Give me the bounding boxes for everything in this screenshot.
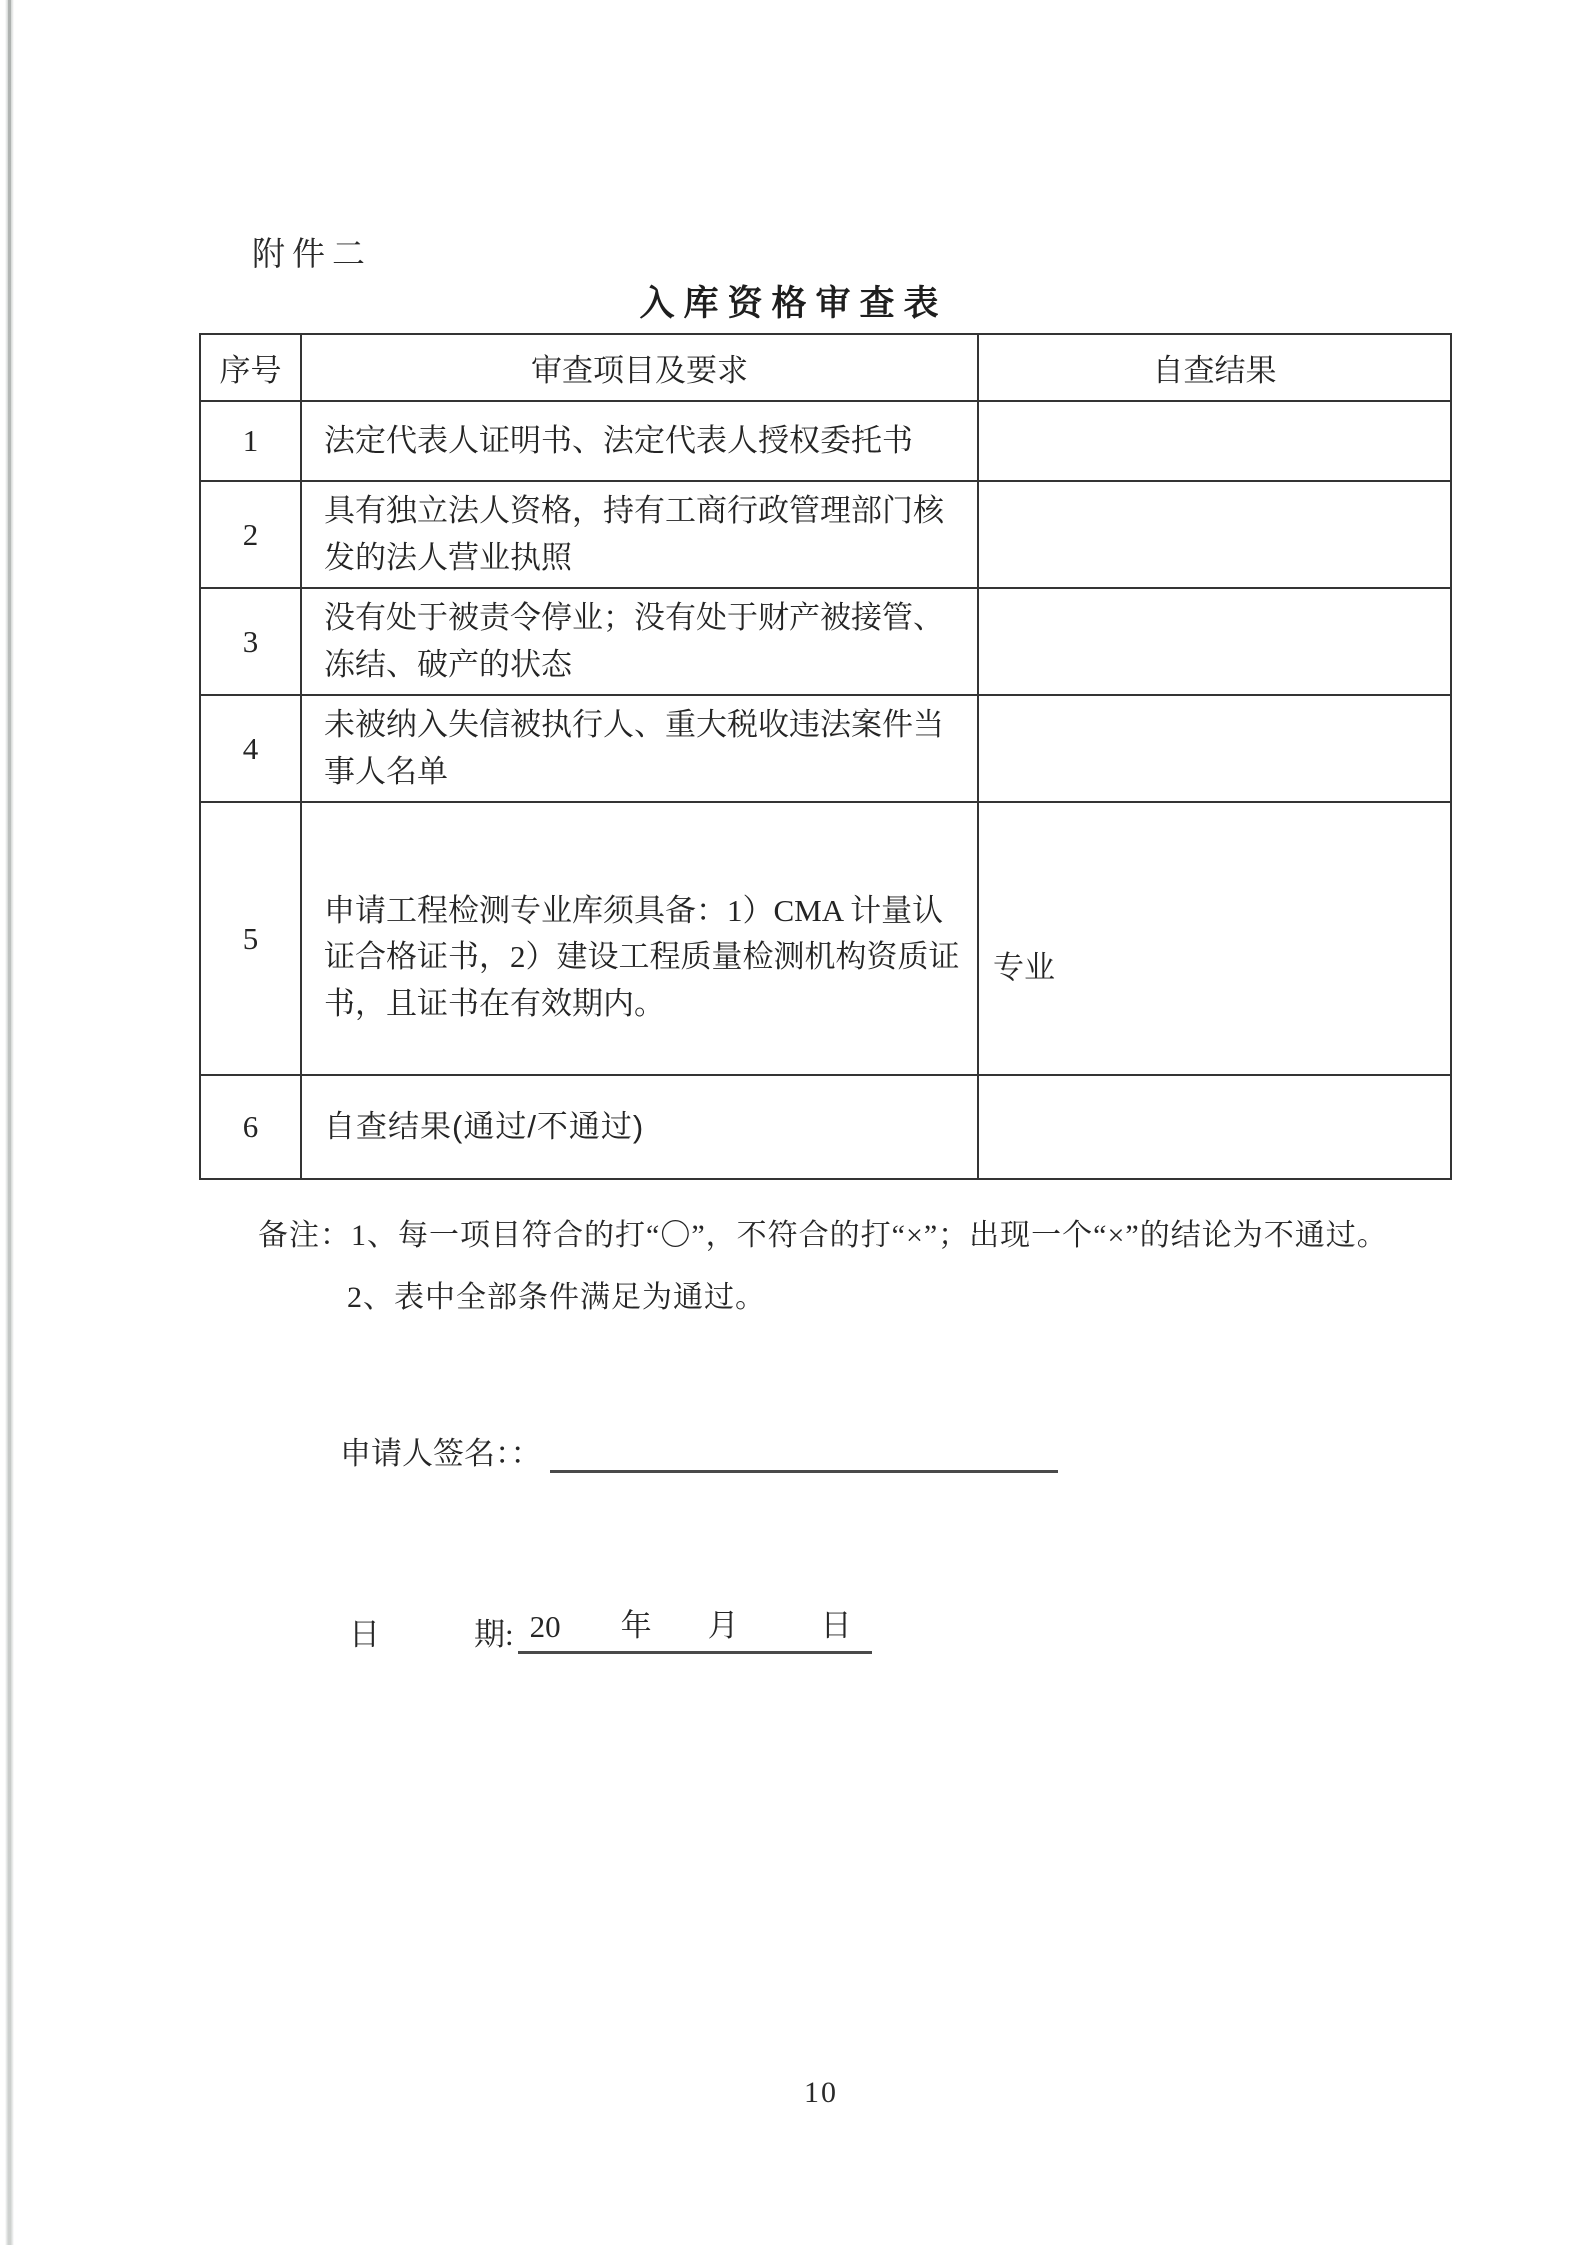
- date-label-qi: 期:: [474, 1617, 514, 1652]
- date-year-char: 年: [620, 1608, 652, 1643]
- attachment-label: 附件二: [252, 237, 372, 273]
- item-text: 法定代表人证明书、法定代表人授权委托书: [301, 401, 978, 481]
- signature-line: [550, 1436, 1058, 1473]
- table-header-row: [200, 334, 1451, 401]
- row-number: 5: [200, 802, 301, 1075]
- item-text: 具有独立法人资格，持有工商行政管理部门核发的法人营业执照: [301, 481, 978, 588]
- signature-label: 申请人签名：：: [340, 1436, 542, 1471]
- notes-line-1: 备注：1、每一项目符合的打“〇”，不符合的打“×”；出现一个“×”的结论为不通过。: [258, 1219, 1388, 1252]
- row-number: 2: [200, 481, 301, 588]
- result-cell: [978, 481, 1451, 588]
- result-cell: [978, 401, 1451, 481]
- table-row: [200, 802, 1451, 1075]
- scan-edge-line: [8, 0, 11, 2245]
- result-cell: [978, 588, 1451, 695]
- result-cell: 专业: [978, 802, 1451, 1075]
- page-title: 入库资格审查表: [639, 284, 948, 323]
- date-label-ri: 日: [349, 1617, 380, 1652]
- date-block: [349, 1600, 872, 1654]
- table-row: [200, 1075, 1451, 1179]
- header-result: 自查结果: [978, 334, 1451, 401]
- date-underline: [518, 1600, 872, 1654]
- date-century: 20: [529, 1609, 561, 1644]
- result-cell: [978, 1075, 1451, 1179]
- row-number: 1: [200, 401, 301, 481]
- table-row: [200, 401, 1451, 481]
- result-cell: [978, 695, 1451, 802]
- date-day-char: 日: [820, 1608, 852, 1643]
- item-text: 自查结果(通过/不通过): [301, 1075, 978, 1179]
- notes-line-2: 2、表中全部条件满足为通过。: [347, 1281, 766, 1314]
- row-number: 6: [200, 1075, 301, 1179]
- item-text: 没有处于被责令停业；没有处于财产被接管、冻结、破产的状态: [301, 588, 978, 695]
- qualification-review-table: [199, 333, 1452, 1180]
- table-row: [200, 588, 1451, 695]
- table-row: [200, 695, 1451, 802]
- header-item: 审查项目及要求: [301, 334, 978, 401]
- page-number: 10: [804, 2076, 838, 2109]
- signature-block: [340, 1428, 1058, 1473]
- row-number: 3: [200, 588, 301, 695]
- date-month-char: 月: [707, 1608, 739, 1643]
- item-text: 未被纳入失信被执行人、重大税收违法案件当事人名单: [301, 695, 978, 802]
- header-no: 序号: [200, 334, 301, 401]
- row-number: 4: [200, 695, 301, 802]
- item-text: 申请工程检测专业库须具备：1）CMA 计量认证合格证书，2）建设工程质量检测机构资质证书，且证书在有效期内。: [301, 802, 978, 1075]
- table-row: [200, 481, 1451, 588]
